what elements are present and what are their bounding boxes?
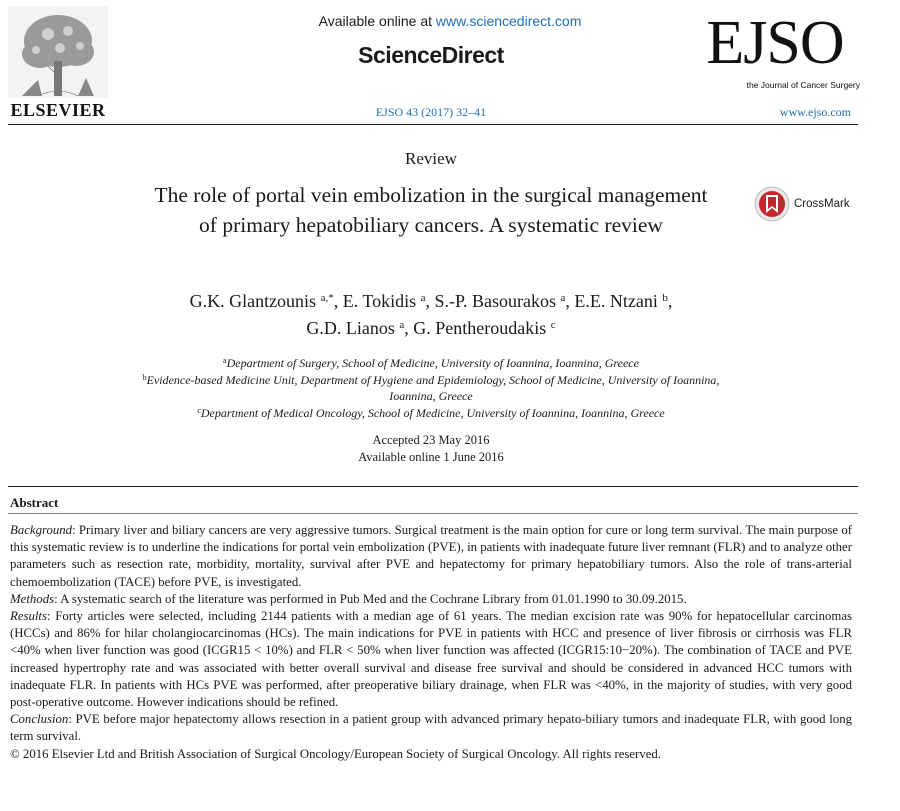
crossmark-label[interactable]: CrossMark — [794, 198, 850, 210]
sciencedirect-link[interactable]: www.sciencedirect.com — [435, 13, 582, 29]
available-online-date: Available online 1 June 2016 — [358, 449, 504, 464]
author-affiliation-mark[interactable]: b — [662, 292, 668, 304]
section-label: Background — [10, 523, 73, 537]
author-affiliation-mark[interactable]: a — [560, 292, 566, 304]
affiliation-c — [120, 405, 742, 422]
available-prefix: Available online at — [318, 13, 436, 29]
author-name[interactable]: G.D. Lianos — [306, 318, 395, 338]
abstract-methods — [10, 591, 852, 608]
copyright-notice: © 2016 Elsevier Ltd and British Association of Surgical Oncology/European Society of Surgical Oncology. All rights reserved. — [10, 746, 661, 761]
affiliation-key: c — [197, 405, 201, 415]
author-list — [110, 288, 752, 342]
affiliation-a — [120, 355, 742, 372]
affiliation-key: a — [223, 356, 227, 365]
section-text: : PVE before major hepatectomy allows resection in a patient group with advanced primary hepato-biliary tumors and inadequate FLR, with good long term survival. — [10, 712, 852, 744]
journal-subtitle: the Journal of Cancer Surgery — [746, 80, 860, 90]
author-separator: , — [425, 291, 435, 311]
abstract-conclusion — [10, 711, 852, 745]
author-name[interactable]: E.E. Ntzani — [574, 291, 658, 311]
affiliations — [120, 355, 742, 421]
author-separator: , — [565, 291, 575, 311]
sciencedirect-brand: ScienceDirect — [358, 42, 504, 68]
author-name[interactable]: S.-P. Basourakos — [434, 291, 557, 311]
journal-url-link[interactable]: www.ejso.com — [779, 105, 851, 119]
section-label: Conclusion — [10, 712, 69, 727]
accepted-date: Accepted 23 May 2016 — [372, 433, 490, 447]
author-separator: , — [404, 318, 414, 338]
section-label: Results — [10, 609, 47, 624]
abstract-divider — [8, 486, 858, 487]
abstract-body — [10, 522, 852, 763]
affiliation-text: Evidence-based Medicine Unit, Department of Hygiene and Epidemiology, School of Medicine, University of Ioannina, Ioannina, Greece — [146, 372, 720, 403]
abstract-results — [10, 608, 852, 711]
author-separator: , — [667, 291, 673, 311]
article-type: Review — [405, 149, 457, 168]
section-label: Methods — [10, 591, 55, 606]
author-name[interactable]: G.K. Glantzounis — [189, 291, 317, 311]
article-title: The role of portal vein embolization in the surgical management of primary hepatobiliary cancers. A systematic review — [154, 183, 708, 237]
author-affiliation-mark[interactable]: c — [550, 319, 556, 331]
publisher-name: ELSEVIER — [10, 100, 106, 120]
abstract-background — [10, 522, 852, 591]
author-affiliation-mark[interactable]: a,* — [320, 292, 334, 304]
affiliation-text: Department of Surgery, School of Medicine, University of Ioannina, Ioannina, Greece — [226, 356, 639, 370]
affiliation-key: b — [142, 372, 147, 382]
ejso-journal-logo: EJSO — [706, 9, 844, 77]
crossmark-icon — [754, 186, 790, 222]
abstract-heading-divider — [8, 513, 858, 514]
author-name[interactable]: G. Pentheroudakis — [413, 318, 547, 338]
journal-reference-link[interactable]: EJSO 43 (2017) 32–41 — [375, 105, 487, 119]
section-text: : A systematic search of the literature was performed in Pub Med and the Cochrane Library from 01.01.1990 to 30.09.2015. — [54, 591, 687, 606]
section-text: : Forty articles were selected, including 2144 patients with a median age of 61 years. The median excision rate was 90% for hepatocellular carcinomas (HCCs) and 86% for hilar cholangiocarcinomas (HCs). The main indications for PVE in patients with HCC and presence of liver fibrosis or cirrhosis was FLR <40% when liver function was good (ICGR15 < 10%) and FLR < 50% when liver function was affected (ICGR15:10−20%). The combination of TACE and PVE increased hypertrophy rate and was associated with better overall survival and disease free survival and should be considered in advanced HCC tumors with inadequate FLR. In patients with HCs PVE was performed, after preoperative biliary drainage, when FLR was <40%, in the majority of studies, with very good post-operative outcome. However indications should be refined. — [10, 609, 852, 710]
abstract-heading: Abstract — [10, 495, 59, 510]
author-separator: , — [333, 291, 343, 311]
header-divider — [8, 124, 858, 125]
author-affiliation-mark[interactable]: a — [420, 292, 426, 304]
author-affiliation-mark[interactable]: a — [399, 319, 405, 331]
affiliation-text: Department of Medical Oncology, School of Medicine, University of Ioannina, Ioannina, Greece — [200, 405, 665, 420]
section-text: : Primary liver and biliary cancers are very aggressive tumors. Surgical treatment is the main option for cure or long term survival. The main purpose of this systematic review is to underline the indications for portal vein embolization (PVE), in patients with inadequate future liver remnant (FLR) and to analyze other parameters such as resection rate, morbidity, mortality, survival after PVE and hepatectomy for primary hepatobiliary tumors. Also the role of trans-arterial chemoembolization (TACE) before PVE, is investigated. — [10, 523, 852, 589]
author-name[interactable]: E. Tokidis — [342, 291, 417, 311]
affiliation-b — [120, 372, 742, 405]
article-dates — [0, 432, 862, 465]
